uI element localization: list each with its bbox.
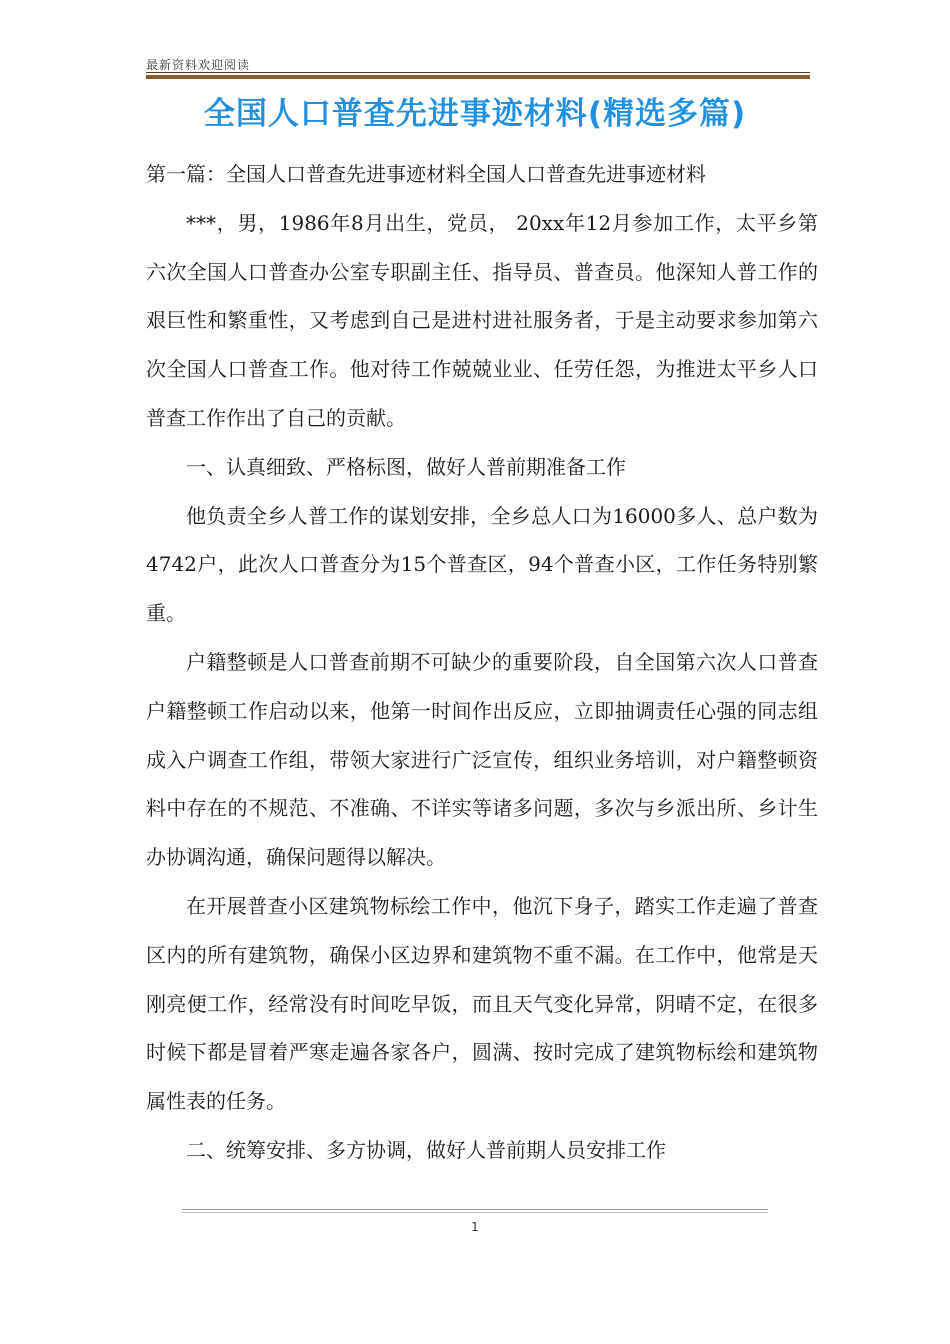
document-title: 全国人口普查先进事迹材料(精选多篇): [203, 96, 747, 132]
paragraph-building-mapping: 在开展普查小区建筑物标绘工作中，他沉下身子，踏实工作走遍了普查区内的所有建筑物，确保小区边界和建筑物不重不漏。在工作中，他常是天刚亮便工作，经常没有时间吃早饭，而且天气变化异常，阴晴不定，在很多时候下都是冒着严寒走遍各家各户，圆满、按时完成了建筑物标绘和建筑物属性表的任务。: [146, 893, 818, 1114]
header-text: 最新资料欢迎阅读: [146, 58, 251, 72]
document-body: [146, 150, 818, 1175]
footer-rule-secondary: [182, 1212, 768, 1213]
header-rule-thick: [146, 75, 810, 79]
paragraph-intro: ***，男，1986年8月出生，党员， 20xx年12月参加工作，太平乡第六次全国人口普查办公室专职副主任、指导员、普查员。他深知人普工作的艰巨性和繁重性，又考虑到自己是进村进社服务者，于是主动要求参加第六次全国人口普查工作。他对待工作兢兢业业、任劳任怨，为推进太平乡人口普查工作作出了自己的贡献。: [146, 210, 818, 430]
paragraph-household-registration: 户籍整顿是人口普查前期不可缺少的重要阶段，自全国第六次人口普查户籍整顿工作启动以来，他第一时间作出反应，立即抽调责任心强的同志组成入户调查工作组，带领大家进行广泛宣传，组织业务培训，对户籍整顿资料中存在的不规范、不准确、不详实等诸多问题，多次与乡派出所、乡计生办协调沟通，确保问题得以解决。: [146, 649, 818, 870]
paragraph-population: 他负责全乡人普工作的谋划安排，全乡总人口为16000多人、总户数为4742户，此次人口普查分为15个普查区，94个普查小区，工作任务特别繁重。: [146, 503, 818, 626]
footer-rule: [182, 1209, 768, 1210]
paragraph-heading-first: 第一篇：全国人口普查先进事迹材料全国人口普查先进事迹材料: [146, 162, 706, 186]
section-heading-one: 一、认真细致、严格标图，做好人普前期准备工作: [186, 454, 626, 479]
header-rule-thin: [146, 72, 810, 73]
page-number: 1: [471, 1220, 479, 1234]
section-heading-two: 二、统筹安排、多方协调，做好人普前期人员安排工作: [186, 1137, 666, 1162]
